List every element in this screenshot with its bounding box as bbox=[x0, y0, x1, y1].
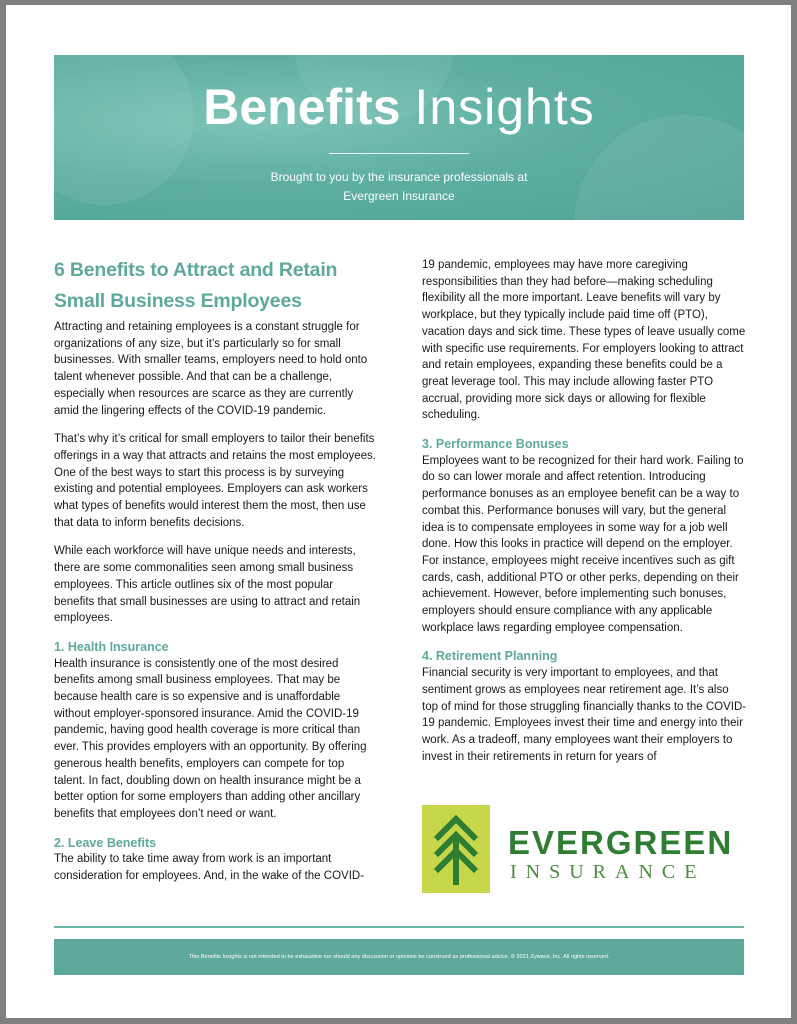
section-heading: 4. Retirement Planning bbox=[422, 649, 558, 664]
section-heading: 3. Performance Bonuses bbox=[422, 437, 569, 452]
headline-line: 6 Benefits to Attract and Retain bbox=[54, 259, 338, 281]
logo-subtitle: INSURANCE bbox=[510, 861, 706, 883]
section-body: Health insurance is consistently one of the most desired benefits among small business employees. That may be because health care is so expensive and is unaffordable without employer-sponsored insurance. Amid the COVID-19 pandemic, having good health coverage is more critical than ever. This provides employers with an opportunity. By offering generous health benefits, employers can compete for top talent. In fact, doubling down on health insurance might be a better option for some employers than adding other ancillary benefits that employees don’t need or want. bbox=[54, 657, 367, 820]
agency-name: Evergreen Insurance bbox=[343, 189, 455, 203]
intro-paragraph: Attracting and retaining employees is a constant struggle for organizations of any size, but it’s particularly so for small businesses. With smaller teams, employers need to hold onto talent whenever possible. And that can be a challenge, especially when resources are scarce as they are currently amid the lingering effects of the COVID-19 pandemic. bbox=[54, 321, 368, 417]
evergreen-logo bbox=[422, 805, 747, 895]
intro-paragraph: That’s why it’s critical for small employers to tailor their benefits offerings in a way that attracts and retains the most employees. One of the best ways to start this process is by surveying existing and potential employees. Employers can ask workers what types of benefits would interest them the most, then use that data to inform benefits decisions. bbox=[54, 433, 376, 529]
logo-wordmark: EVERGREEN bbox=[508, 824, 734, 861]
newsletter-title bbox=[54, 77, 744, 137]
tree-icon bbox=[422, 805, 490, 893]
footer-disclaimer: This Benefits Insights is not intended to be exhaustive nor should any discussion or opinions be construed as professional advice. © 2021 Zywave, Inc. All rights reserved. bbox=[54, 939, 744, 975]
header-banner bbox=[54, 55, 744, 220]
footer-divider bbox=[54, 926, 744, 928]
section-body: Financial security is very important to employees, and that sentiment grows as employees near retirement age. It’s also top of mind for those struggling financially thanks to the COVID-19 pandemic. Employees invest their time and energy into their work. As a tradeoff, many employees want their employers to invest in their retirements in return for years of bbox=[422, 667, 747, 763]
right-column bbox=[422, 257, 747, 777]
section-body: The ability to take time away from work is an important consideration for employees. And, in the wake of the COVID- bbox=[54, 853, 365, 883]
section-body-continued: 19 pandemic, employees may have more caregiving responsibilities than they had before—making scheduling flexibility all the more important. Leave benefits will vary by workplace, but they typically include paid time off (PTO), vacation days and sick time. These types of leave usually come with specific use requirements. For employers looking to attract and retain employees, expanding these benefits could be a great leverage tool. This may include allowing faster PTO accrual, providing more sick days or allowing for flexible scheduling. bbox=[422, 259, 746, 422]
intro-paragraph: While each workforce will have unique needs and interests, there are some commonalities seen among small business employees. This article outlines six of the most popular benefits that small businesses are using to attract and retain employees. bbox=[54, 545, 361, 625]
section-heading: 2. Leave Benefits bbox=[54, 835, 157, 850]
left-column bbox=[54, 255, 376, 897]
title-light: Insights bbox=[414, 79, 595, 135]
section-body: Employees want to be recognized for their hard work. Failing to do so can lower morale and affect retention. Introducing performance bonuses as an employee benefit can be a way to combat this. Performance bonuses will vary, but the general idea is to compensate employees in some way for a job well done. How this looks in practice will depend on the employer. For instance, employees might receive incentives such as gift cards, cash, additional PTO or other perks, depending on their achievement. However, before implementing such bonuses, employers should ensure compliance with any applicable workplace laws regarding employee compensation. bbox=[422, 454, 744, 634]
title-bold: Benefits bbox=[203, 79, 401, 135]
page bbox=[6, 5, 791, 1018]
banner-subtitle bbox=[54, 168, 744, 206]
subtitle-line: Brought to you by the insurance professionals at bbox=[270, 170, 528, 184]
section-heading: 1. Health Insurance bbox=[54, 639, 169, 654]
article-headline bbox=[54, 255, 376, 317]
headline-line: Small Business Employees bbox=[54, 290, 302, 312]
banner-divider bbox=[329, 153, 469, 154]
